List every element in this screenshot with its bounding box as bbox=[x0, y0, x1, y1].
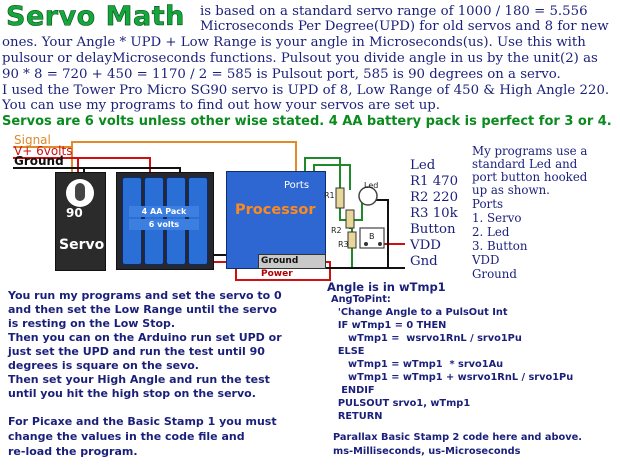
ground-pin-label: Ground bbox=[261, 256, 299, 266]
side-note-line: 2. Led bbox=[472, 225, 510, 239]
code-line: ELSE bbox=[331, 346, 365, 357]
vplus-wire-label: V+ 6volts bbox=[14, 144, 73, 158]
side-note-line: 3. Button bbox=[472, 239, 528, 253]
code-line: wTmp1 = wTmp1 + wsrvo1RnL / srvo1Pu bbox=[331, 372, 574, 383]
code-line: AngToPint: bbox=[331, 294, 391, 305]
side-note-line: 1. Servo bbox=[472, 211, 522, 225]
side-note-line: VDD bbox=[472, 253, 500, 267]
instruction-line: You run my programs and set the servo to 0 bbox=[8, 289, 282, 302]
side-note-line: up as shown. bbox=[472, 183, 550, 197]
servo-arm bbox=[75, 183, 85, 201]
intro-line-4: pulsour or delayMicroseconds functions. Pulsout you divide angle in us by the unit(2) as bbox=[2, 51, 598, 66]
code-line: wTmp1 = wTmp1 * srvo1Au bbox=[331, 359, 504, 370]
legend-r2: R2 220 bbox=[410, 190, 459, 205]
legend-vdd: VDD bbox=[410, 238, 441, 253]
servo-angle: 90 bbox=[66, 206, 83, 220]
instruction-line: re-load the program. bbox=[8, 445, 138, 458]
voltage-warning: Servos are 6 volts unless other wise stated. 4 AA battery pack is perfect for 3 or 4. bbox=[2, 114, 612, 129]
intro-line-5: 90 * 8 = 720 + 450 = 1170 / 2 = 585 is Pulsout port, 585 is 90 degrees on a servo. bbox=[2, 67, 561, 82]
legend-led: Led bbox=[410, 158, 436, 173]
code-line: 'Change Angle to a PulsOut Int bbox=[331, 307, 508, 318]
instruction-line: is resting on the Low Stop. bbox=[8, 317, 176, 330]
side-note-line: My programs use a bbox=[472, 144, 588, 158]
ports-label: Ports bbox=[284, 180, 310, 191]
r3-label: R3 bbox=[338, 240, 349, 249]
legend-r3: R3 10k bbox=[410, 206, 458, 221]
code-heading: Angle is in wTmp1 bbox=[327, 280, 446, 294]
battery-label-1: 4 AA Pack bbox=[129, 206, 199, 217]
legend-r1: R1 470 bbox=[410, 174, 459, 189]
processor-label: Processor bbox=[235, 202, 316, 218]
code-footer-line: ms-Milliseconds, us-Microseconds bbox=[333, 446, 521, 457]
power-pin-label: Power bbox=[261, 269, 293, 279]
legend-button: Button bbox=[410, 222, 456, 237]
side-note-line: standard Led and bbox=[472, 157, 578, 171]
legend-gnd: Gnd bbox=[410, 254, 438, 269]
battery-pack bbox=[116, 172, 214, 270]
ground-power-strip bbox=[258, 254, 326, 279]
button-label: B bbox=[369, 232, 375, 241]
intro-line-7: You can use my programs to find out how your servos are set up. bbox=[2, 98, 441, 113]
instruction-line: until you hit the high stop on the servo. bbox=[8, 387, 256, 400]
instruction-line: Then you can on the Arduino run set UPD or bbox=[8, 331, 282, 344]
code-line: RETURN bbox=[331, 411, 383, 422]
r2-resistor bbox=[346, 210, 354, 228]
r1-resistor bbox=[336, 188, 344, 208]
instruction-line: just set the UPD and run the test until 90 bbox=[8, 345, 265, 358]
side-note-line: port button hooked bbox=[472, 170, 588, 184]
led-label: Led bbox=[364, 181, 379, 190]
r1-label: R1 bbox=[324, 191, 335, 200]
intro-line-1: is based on a standard servo range of 1000 / 180 = 5.556 bbox=[200, 4, 588, 19]
servo-block bbox=[55, 172, 106, 271]
intro-line-3: ones. Your Angle * UPD + Low Range is your angle in Microseconds(us). Use this with bbox=[2, 35, 586, 50]
code-line: PULSOUT srvo1, wTmp1 bbox=[331, 398, 471, 409]
instruction-line: Then set your High Angle and run the test bbox=[8, 373, 270, 386]
code-line: IF wTmp1 = 0 THEN bbox=[331, 320, 447, 331]
code-footer-line: Parallax Basic Stamp 2 code here and above. bbox=[333, 432, 582, 443]
side-note-line: Ports bbox=[472, 197, 503, 211]
code-line: wTmp1 = wsrvo1RnL / srvo1Pu bbox=[331, 333, 522, 344]
intro-line-2: Microseconds Per Degree(UPD) for old servos and 8 for new bbox=[200, 19, 609, 34]
instruction-line: degrees is square on the sevo. bbox=[8, 359, 199, 372]
battery-plus-wire bbox=[78, 158, 150, 172]
instruction-line: and then set the Low Range until the servo bbox=[8, 303, 277, 316]
instruction-line: For Picaxe and the Basic Stamp 1 you must bbox=[8, 415, 277, 428]
battery-label-2: 6 volts bbox=[129, 219, 199, 230]
code-line: ENDIF bbox=[331, 385, 375, 396]
r2-label: R2 bbox=[331, 226, 342, 235]
servo-label: Servo bbox=[59, 237, 105, 253]
r3-resistor bbox=[348, 232, 356, 248]
signal-wire-label: Signal bbox=[14, 133, 51, 147]
ground-wire-label: Ground bbox=[14, 154, 64, 168]
instruction-line: change the values in the code file and bbox=[8, 430, 245, 443]
page-title: Servo Math bbox=[6, 1, 185, 32]
intro-line-6: I used the Tower Pro Micro SG90 servo is UPD of 8, Low Range of 450 & High Angle 220. bbox=[2, 83, 610, 98]
side-note-line: Ground bbox=[472, 267, 517, 281]
